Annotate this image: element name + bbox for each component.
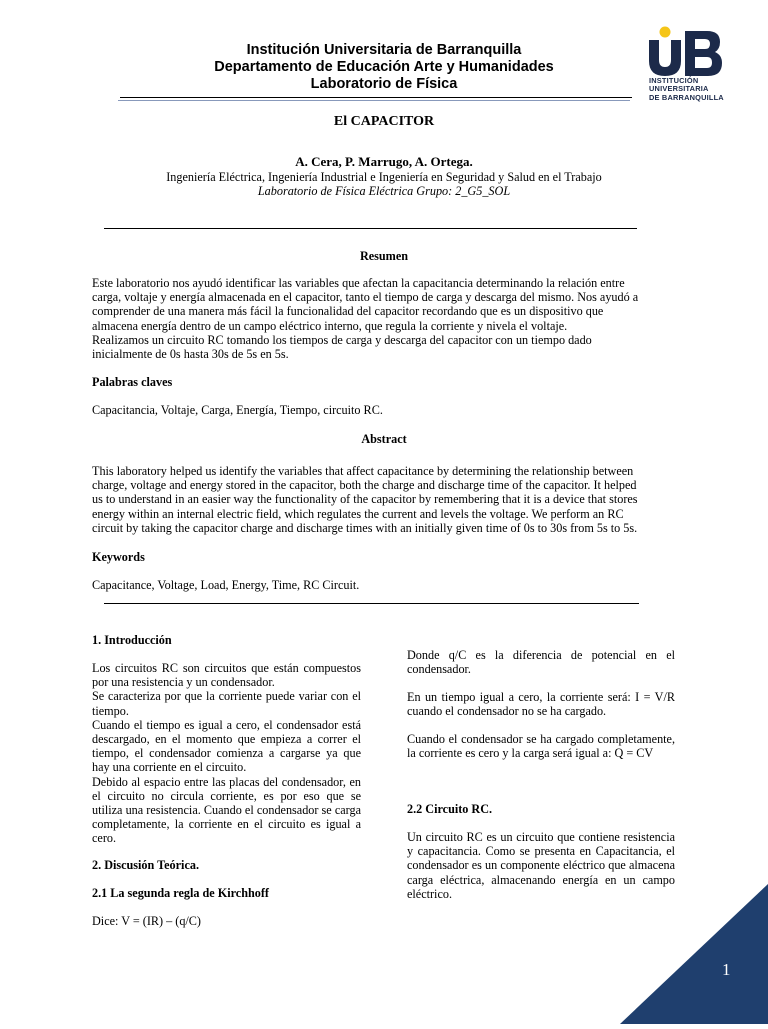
department-name: Departamento de Educación Arte y Humanidades — [214, 59, 554, 75]
paper-authors: A. Cera, P. Marrugo, A. Ortega. — [295, 154, 473, 169]
kirchhoff-heading: 2.1 La segunda regla de Kirchhoff — [92, 886, 269, 900]
intro-heading: 1. Introducción — [92, 633, 172, 647]
resumen-line: Realizamos un circuito RC tomando los tiempos de carga y descarga del capacitor con un tiempo dado — [92, 332, 592, 347]
right-paragraph: Donde q/C es la diferencia de potencial en el condensador. — [407, 648, 675, 677]
intro-body — [92, 661, 361, 846]
logo-text-line1: INSTITUCIÓN — [649, 76, 699, 85]
abstract-body — [92, 464, 692, 535]
paper-group: Laboratorio de Física Eléctrica Grupo: 2_G5_SOL — [257, 184, 511, 198]
kirchhoff-equation: Dice: V = (IR) – (q/C) — [92, 914, 201, 928]
intro-paragraph: Los circuitos RC son circuitos que están compuestos por una resistencia y un condensador. — [92, 661, 361, 690]
right-paragraph: En un tiempo igual a cero, la corriente será: I = V/R cuando el condensador no se ha cargado. — [407, 690, 675, 719]
palabras-heading: Palabras claves — [92, 375, 173, 389]
discussion-heading: 2. Discusión Teórica. — [92, 858, 199, 872]
ub-logo-mark — [640, 14, 750, 118]
page-number: 1 — [722, 960, 731, 979]
logo-text-line3: DE BARRANQUILLA — [649, 92, 724, 102]
intro-paragraph: Se caracteriza por que la corriente puede variar con el tiempo. — [92, 689, 361, 718]
paper-title: El CAPACITOR — [333, 114, 435, 129]
resumen-line: comprender de una manera más fácil la funcionalidad del capacitor recordando que es un dispositivo que — [92, 304, 604, 319]
header-rule-shadow — [118, 100, 630, 101]
title-rule — [104, 228, 637, 229]
resumen-body — [92, 276, 692, 361]
header-rule — [120, 97, 632, 98]
right-paragraph: Un circuito RC es un circuito que contiene resistencia y capacitancia. Como se presenta en Capacitancia, el condensador es un componente eléctrico que almacena carga eléctrica, almacenando energía en un campo eléctrico. — [407, 830, 675, 901]
abstract-line: circuit by taking the capacitor charge and discharge times with an initially given time of 0s to 30s from 5s to 5s. — [92, 520, 638, 535]
footer-triangle — [620, 884, 768, 1024]
abstract-heading: Abstract — [361, 432, 407, 446]
resumen-line: Este laboratorio nos ayudó identificar las variables que afectan la capacitancia determinando la relación entre — [92, 276, 625, 290]
footer-triangle-shape — [620, 884, 768, 1024]
logo-text-line2: UNIVERSITARIA — [649, 84, 709, 94]
resumen-heading: Resumen — [359, 249, 409, 263]
intro-paragraph: Debido al espacio entre las placas del condensador, en el circuito no circula corriente, es por eso que se utiliza una resistencia. Cuando el condensador se carga completamente, la corriente en el circuito es igual a cero. — [92, 774, 361, 846]
abstract-line: us to understand in an easier way the functionality of the capacitor by remembering that it is a device that stores — [92, 492, 638, 507]
intro-paragraph: Cuando el tiempo es igual a cero, el condensador está descargado, en el momento que empieza a correr el tiempo, el condensador comienza a cargarse ya que hay una corriente en el circuito. — [92, 717, 361, 775]
abstract-line: This laboratory helped us identify the variables that affect capacitance by determining the relationship between — [92, 464, 634, 478]
institution-name: Institución Universitaria de Barranquilla — [246, 42, 522, 58]
resumen-line: almacena energía dentro de un campo eléctrico interno, que regula la corriente y nivela el voltaje. — [92, 318, 568, 333]
university-logo — [640, 14, 750, 118]
palabras-text: Capacitancia, Voltaje, Carga, Energía, Tiempo, circuito RC. — [92, 403, 383, 417]
abstract-rule — [104, 603, 639, 604]
abstract-line: energy within an internal electric field, which regulates the current and levels the voltage. We perform an RC — [92, 506, 624, 521]
paper-affiliation: Ingeniería Eléctrica, Ingeniería Industrial e Ingeniería en Seguridad y Salud en el Trabajo — [166, 170, 602, 184]
right-paragraph: Cuando el condensador se ha cargado completamente, la corriente es cero y la carga será igual a: Q = CV — [407, 732, 675, 761]
resumen-line: inicialmente de 0s hasta 30s de 5s en 5s. — [92, 347, 289, 362]
keywords-text: Capacitance, Voltage, Load, Energy, Time, RC Circuit. — [92, 578, 360, 592]
resumen-line: carga, voltaje y energía almacenada en el capacitor, tanto el tiempo de carga y descarga del mismo. Nos ayudó a — [92, 290, 639, 305]
keywords-heading: Keywords — [92, 550, 145, 564]
lab-name: Laboratorio de Física — [310, 76, 458, 92]
rc-heading: 2.2 Circuito RC. — [407, 802, 493, 816]
abstract-line: charge, voltage and energy stored in the capacitor, both the charge and discharge time of the capacitor. It helped — [92, 478, 637, 493]
